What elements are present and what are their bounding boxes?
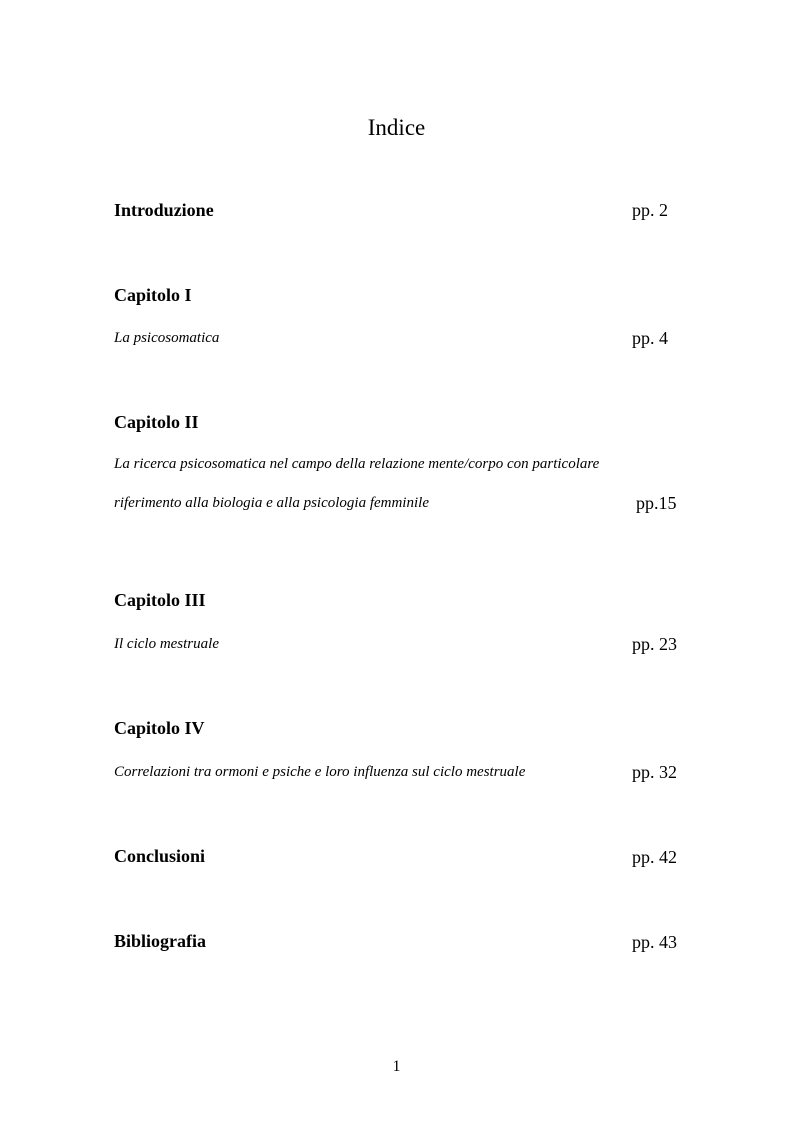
toc-heading-capitolo-3: Capitolo III	[114, 590, 206, 610]
toc-heading-conclusioni: Conclusioni	[114, 846, 206, 866]
toc-page-bibliografia: pp. 43	[632, 932, 677, 952]
page-title: Indice	[367, 115, 426, 140]
toc-subtitle-capitolo-1: La psicosomatica	[114, 330, 220, 346]
toc-page-capitolo-2: pp.15	[636, 493, 677, 513]
toc-heading-capitolo-1: Capitolo I	[114, 285, 192, 305]
toc-page-capitolo-4: pp. 32	[632, 762, 677, 782]
toc-page-conclusioni: pp. 42	[632, 847, 677, 867]
toc-heading-capitolo-2: Capitolo II	[114, 412, 199, 432]
toc-subtitle-capitolo-2-line-1: La ricerca psicosomatica nel campo della relazione mente/corpo con particolare	[114, 456, 600, 472]
footer-page-number: 1	[392, 1058, 401, 1075]
toc-page-introduzione: pp. 2	[632, 200, 668, 220]
toc-subtitle-capitolo-2-line-2: riferimento alla biologia e alla psicologia femminile	[114, 495, 429, 511]
toc-heading-bibliografia: Bibliografia	[114, 931, 207, 951]
toc-subtitle-capitolo-3: Il ciclo mestruale	[114, 636, 219, 652]
toc-page-capitolo-1: pp. 4	[632, 328, 668, 348]
toc-heading-capitolo-4: Capitolo IV	[114, 718, 205, 738]
toc-heading-introduzione: Introduzione	[114, 200, 214, 220]
toc-page-capitolo-3: pp. 23	[632, 634, 677, 654]
toc-subtitle-capitolo-4: Correlazioni tra ormoni e psiche e loro influenza sul ciclo mestruale	[114, 764, 526, 780]
